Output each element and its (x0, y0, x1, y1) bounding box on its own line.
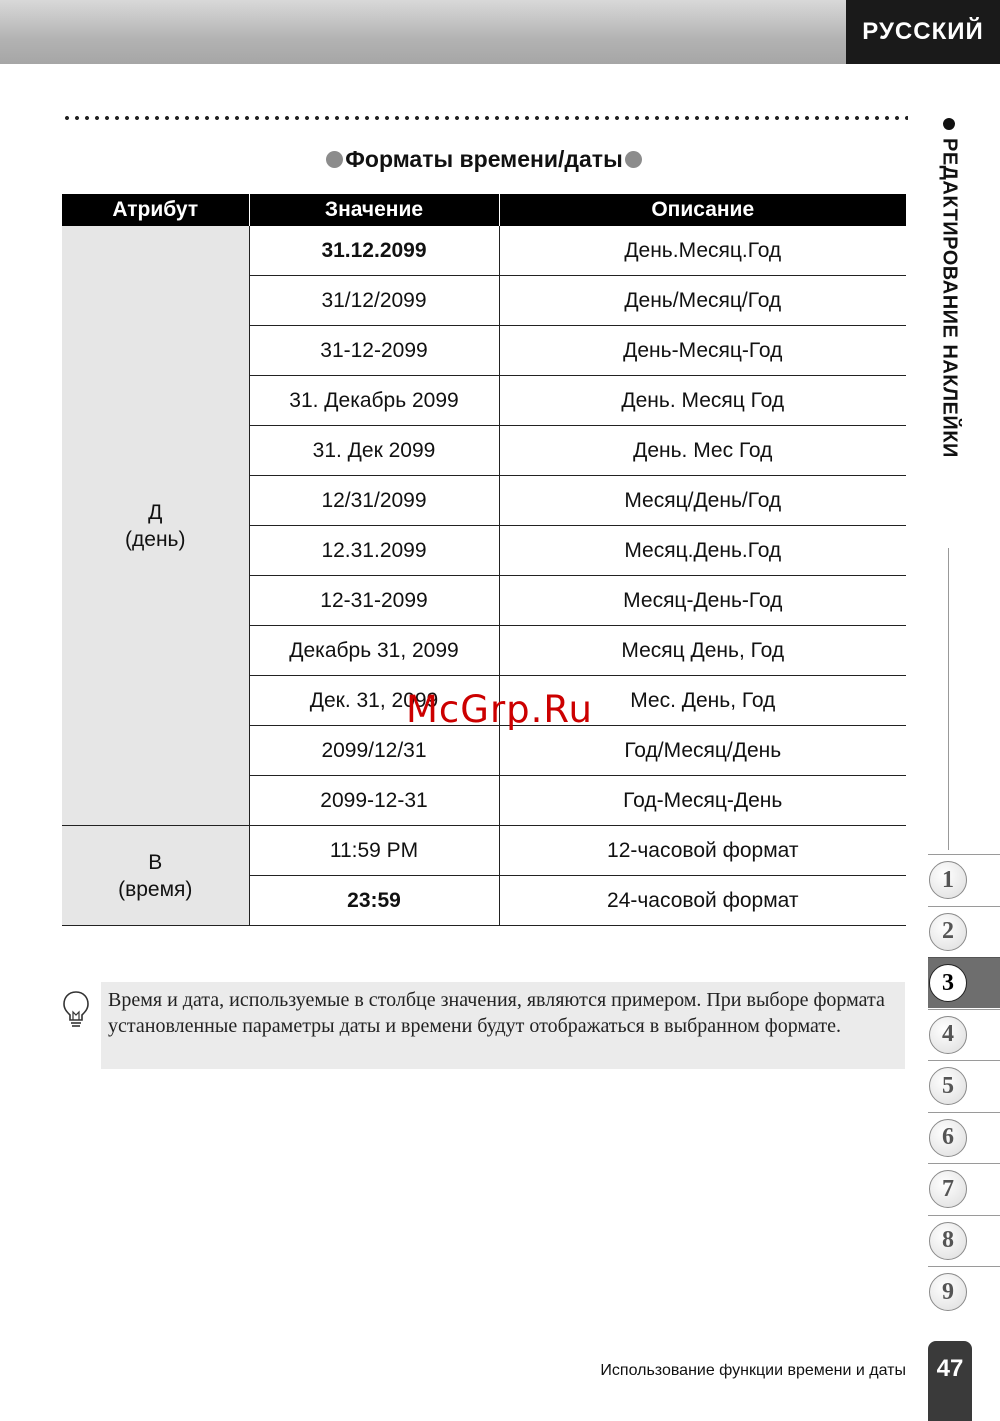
page-number: 47 (928, 1341, 972, 1421)
value-cell: 31-12-2099 (249, 326, 499, 376)
value-cell: 31/12/2099 (249, 276, 499, 326)
description-cell: Месяц/День/Год (499, 476, 906, 526)
value-cell: 23:59 (249, 876, 499, 926)
attribute-cell (62, 826, 249, 926)
value-cell: 11:59 PM (249, 826, 499, 876)
footer-text: Использование функции времени и даты (600, 1362, 906, 1379)
chapter-number: 4 (929, 1016, 967, 1054)
lightbulb-icon (62, 990, 90, 1030)
watermark: McGrp.Ru (406, 688, 593, 731)
description-cell: 24-часовой формат (499, 876, 906, 926)
chapter-tab-5[interactable] (928, 1060, 1000, 1111)
formats-table (62, 194, 906, 926)
chapter-tab-1[interactable] (928, 854, 1000, 905)
chapter-tab-3[interactable] (928, 957, 1000, 1008)
description-cell: День-Месяц-Год (499, 326, 906, 376)
header-description: Описание (499, 194, 906, 226)
side-heading-text: РЕДАКТИРОВАНИЕ НАКЛЕЙКИ (938, 138, 961, 458)
chapter-tab-8[interactable] (928, 1215, 1000, 1266)
value-cell: 2099-12-31 (249, 776, 499, 826)
note-box: Время и дата, используемые в столбце значения, являются примером. При выборе формата установленные параметры даты и времени будут отображаться в выбранном формате. (101, 982, 905, 1069)
section-title (62, 146, 906, 173)
chapter-number: 6 (929, 1119, 967, 1157)
table-row (62, 826, 906, 876)
description-cell: Мес. День, Год (499, 676, 906, 726)
attribute-label: В (148, 850, 163, 874)
attribute-cell (62, 226, 249, 826)
description-cell: Месяц День, Год (499, 626, 906, 676)
value-cell: 12-31-2099 (249, 576, 499, 626)
chapter-number: 2 (929, 913, 967, 951)
description-cell: День. Месяц Год (499, 376, 906, 426)
description-cell: Месяц.День.Год (499, 526, 906, 576)
chapter-tab-2[interactable] (928, 906, 1000, 957)
side-section-heading (934, 118, 964, 488)
value-cell: 31.12.2099 (249, 226, 499, 276)
chapter-number: 5 (929, 1067, 967, 1105)
header-bar (0, 0, 846, 64)
attribute-label: (время) (118, 877, 193, 901)
chapter-tab-4[interactable] (928, 1009, 1000, 1060)
description-cell: Год/Месяц/День (499, 726, 906, 776)
value-cell: 12/31/2099 (249, 476, 499, 526)
section-title-text: Форматы времени/даты (345, 146, 623, 172)
chapter-tab-6[interactable] (928, 1112, 1000, 1163)
bullet-icon (625, 151, 642, 168)
value-cell: 31. Декабрь 2099 (249, 376, 499, 426)
chapter-number: 8 (929, 1222, 967, 1260)
value-cell: Декабрь 31, 2099 (249, 626, 499, 676)
description-cell: День. Мес Год (499, 426, 906, 476)
chapter-number: 3 (929, 964, 967, 1002)
chapter-tab-7[interactable] (928, 1163, 1000, 1214)
attribute-label: (день) (125, 527, 186, 551)
side-divider (948, 548, 949, 850)
chapter-tab-9[interactable] (928, 1266, 1000, 1317)
table-row (62, 226, 906, 276)
value-cell: Дек. 31, 2099 (249, 676, 499, 726)
description-cell: День/Месяц/Год (499, 276, 906, 326)
description-cell: День.Месяц.Год (499, 226, 906, 276)
language-tab: РУССКИЙ (846, 0, 1000, 64)
chapter-number: 1 (929, 861, 967, 899)
table-header-row (62, 194, 906, 226)
chapter-number: 9 (929, 1273, 967, 1311)
chapter-number: 7 (929, 1170, 967, 1208)
table-body (62, 226, 906, 926)
bullet-icon (943, 118, 955, 130)
description-cell: Месяц-День-Год (499, 576, 906, 626)
attribute-label: Д (148, 500, 163, 524)
description-cell: 12-часовой формат (499, 826, 906, 876)
bullet-icon (326, 151, 343, 168)
dotted-divider (62, 114, 908, 122)
value-cell: 2099/12/31 (249, 726, 499, 776)
value-cell: 31. Дек 2099 (249, 426, 499, 476)
header-attribute: Атрибут (62, 194, 249, 226)
value-cell: 12.31.2099 (249, 526, 499, 576)
header-value: Значение (249, 194, 499, 226)
description-cell: Год-Месяц-День (499, 776, 906, 826)
